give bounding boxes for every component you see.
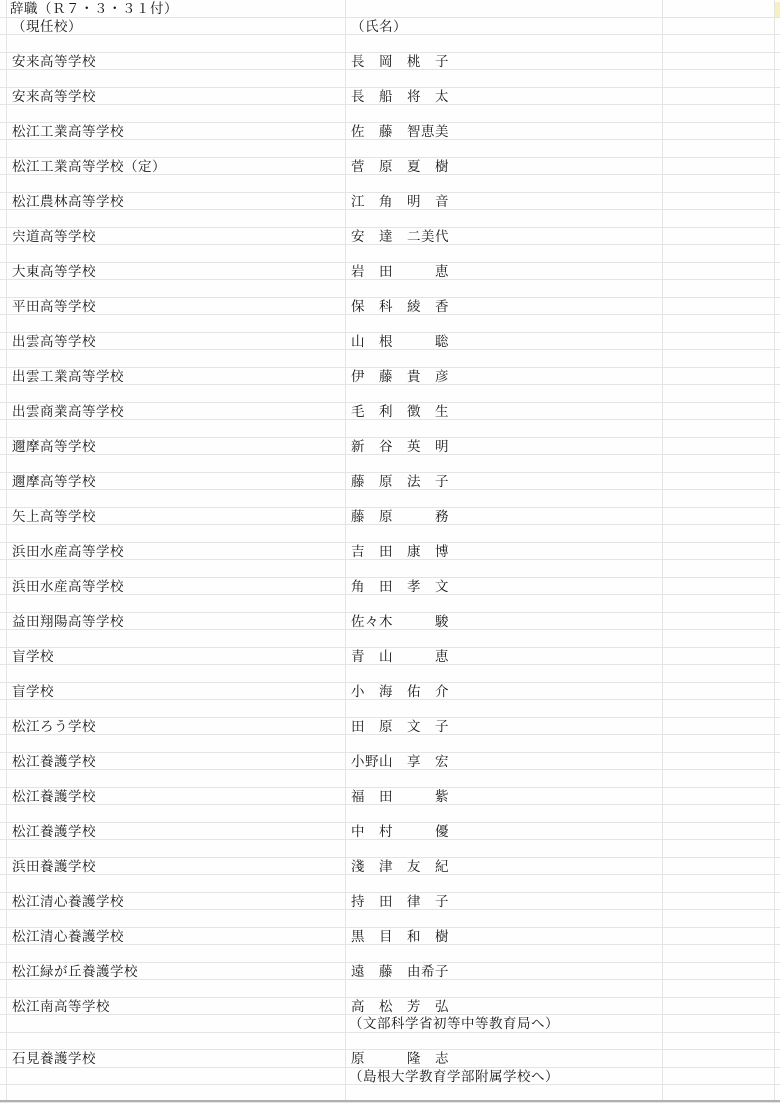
school-cell: 松江農林高等学校 [12, 193, 124, 209]
school-cell: 浜田水産高等学校 [12, 543, 124, 559]
spacer-row [0, 35, 780, 53]
table-row [0, 53, 780, 71]
name-cell: 長 船 将 太 [351, 88, 449, 104]
name-cell: 田 原 文 子 [351, 718, 449, 734]
grid-vline [662, 0, 663, 1101]
spacer-row [0, 595, 780, 613]
table-row [0, 1050, 780, 1068]
table-row [0, 823, 780, 841]
spacer-row [0, 630, 780, 648]
school-cell: 浜田水産高等学校 [12, 578, 124, 594]
spacer-row [0, 525, 780, 543]
spacer-row [0, 315, 780, 333]
name-cell: 中 村 優 [351, 823, 449, 839]
school-cell: 益田翔陽高等学校 [12, 613, 124, 629]
spacer-row [0, 910, 780, 928]
spacer-row [0, 280, 780, 298]
spacer-row [0, 735, 780, 753]
table-row [0, 753, 780, 771]
school-cell: 松江工業高等学校 [12, 123, 124, 139]
table-row [0, 543, 780, 561]
table-row [0, 683, 780, 701]
school-cell: 矢上高等学校 [12, 508, 96, 524]
school-cell: 出雲高等学校 [12, 333, 96, 349]
table-row [0, 193, 780, 211]
school-cell: 安来高等学校 [12, 88, 96, 104]
spacer-row [0, 1033, 780, 1051]
table-row [0, 893, 780, 911]
name-cell: 持 田 律 子 [351, 893, 449, 909]
name-cell: 藤 原 務 [351, 508, 449, 524]
school-cell: 邇摩高等学校 [12, 438, 96, 454]
name-cell: 淺 津 友 紀 [351, 858, 449, 874]
spacer-row [0, 560, 780, 578]
name-cell: 長 岡 桃 子 [351, 53, 449, 69]
school-cell: 平田高等学校 [12, 298, 96, 314]
school-cell: 安来高等学校 [12, 53, 96, 69]
table-row [0, 333, 780, 351]
name-cell: 佐 藤 智恵美 [351, 123, 449, 139]
name-cell: 小野山 享 宏 [351, 753, 449, 769]
table-row [0, 123, 780, 141]
spacer-row [0, 840, 780, 858]
table-row [0, 403, 780, 421]
note-row [0, 1068, 780, 1086]
name-cell: 青 山 恵 [351, 648, 449, 664]
spacer-row [0, 140, 780, 158]
spacer-row [0, 455, 780, 473]
name-cell: 高 松 芳 弘 [351, 998, 449, 1014]
spacer-row [0, 175, 780, 193]
table-row [0, 928, 780, 946]
table-row [0, 0, 780, 18]
school-cell: 松江緑が丘養護学校 [12, 963, 138, 979]
name-cell: 原 隆 志 [351, 1051, 449, 1066]
table-row [0, 963, 780, 981]
table-row [0, 473, 780, 491]
school-cell: 石見養護学校 [12, 1051, 96, 1066]
note-row [0, 1015, 780, 1033]
name-cell: 安 達 二美代 [351, 228, 449, 244]
spacer-row [0, 70, 780, 88]
school-cell: 松江養護学校 [12, 823, 96, 839]
name-cell: 江 角 明 音 [351, 193, 449, 209]
spacer-row [0, 875, 780, 893]
table-row [0, 228, 780, 246]
table-row [0, 368, 780, 386]
table-row [0, 613, 780, 631]
name-cell: 保 科 綾 香 [351, 298, 449, 314]
table-row [0, 298, 780, 316]
table-row [0, 158, 780, 176]
name-cell: 藤 原 法 子 [351, 473, 449, 489]
school-cell: 松江清心養護学校 [12, 893, 124, 909]
school-cell: 出雲商業高等学校 [12, 403, 124, 419]
grid-vline [774, 0, 775, 1101]
spacer-row [0, 980, 780, 998]
spacer-row [0, 700, 780, 718]
table-row [0, 718, 780, 736]
name-cell: 山 根 聡 [351, 333, 449, 349]
name-cell: 佐々木 駿 [351, 613, 449, 629]
school-cell: 松江工業高等学校（定） [12, 158, 166, 174]
spacer-row [0, 805, 780, 823]
spacer-row [0, 105, 780, 123]
spacer-row [0, 350, 780, 368]
note-cell: （文部科学省初等中等教育局へ） [349, 1016, 559, 1031]
spacer-row [0, 245, 780, 263]
school-cell: 盲学校 [12, 683, 54, 699]
spacer-row [0, 770, 780, 788]
table-row [0, 438, 780, 456]
school-cell: 松江ろう学校 [12, 718, 96, 734]
grid-vline [6, 0, 7, 1101]
table-bottom-border [0, 1100, 780, 1102]
school-cell: 松江養護学校 [12, 753, 96, 769]
school-cell: 松江清心養護学校 [12, 928, 124, 944]
name-cell: 福 田 紫 [351, 788, 449, 804]
name-cell: 遠 藤 由希子 [351, 963, 449, 979]
name-cell: 伊 藤 貴 彦 [351, 368, 449, 384]
column-header-school: （現任校） [12, 18, 82, 34]
table-row [0, 998, 780, 1016]
school-cell: 松江養護学校 [12, 788, 96, 804]
name-cell: 角 田 孝 文 [351, 578, 449, 594]
school-cell: 盲学校 [12, 648, 54, 664]
spacer-row [0, 210, 780, 228]
page-title: 辞職（Ｒ７・３・３１付） [10, 1, 178, 16]
spacer-row [0, 945, 780, 963]
table-row [0, 18, 780, 36]
table-row [0, 88, 780, 106]
column-header-name: （氏名） [351, 18, 407, 34]
table-row [0, 263, 780, 281]
name-cell: 黒 目 和 樹 [351, 928, 449, 944]
table-row [0, 788, 780, 806]
table-row [0, 858, 780, 876]
table-row [0, 648, 780, 666]
name-cell: 岩 田 恵 [351, 263, 449, 279]
spacer-row [0, 490, 780, 508]
name-cell: 毛 利 徴 生 [351, 403, 449, 419]
table-row [0, 578, 780, 596]
school-cell: 邇摩高等学校 [12, 473, 96, 489]
table-body [0, 53, 780, 1103]
school-cell: 浜田養護学校 [12, 858, 96, 874]
spacer-row [0, 385, 780, 403]
name-cell: 菅 原 夏 樹 [351, 158, 449, 174]
school-cell: 出雲工業高等学校 [12, 368, 124, 384]
note-cell: （島根大学教育学部附属学校へ） [349, 1068, 559, 1084]
school-cell: 宍道高等学校 [12, 228, 96, 244]
school-cell: 松江南高等学校 [12, 998, 110, 1014]
grid-vline [345, 0, 346, 1101]
spacer-row [0, 420, 780, 438]
school-cell: 大東高等学校 [12, 263, 96, 279]
name-cell: 吉 田 康 博 [351, 543, 449, 559]
spacer-row [0, 665, 780, 683]
name-cell: 新 谷 英 明 [351, 438, 449, 454]
table-row [0, 508, 780, 526]
name-cell: 小 海 佑 介 [351, 683, 449, 699]
